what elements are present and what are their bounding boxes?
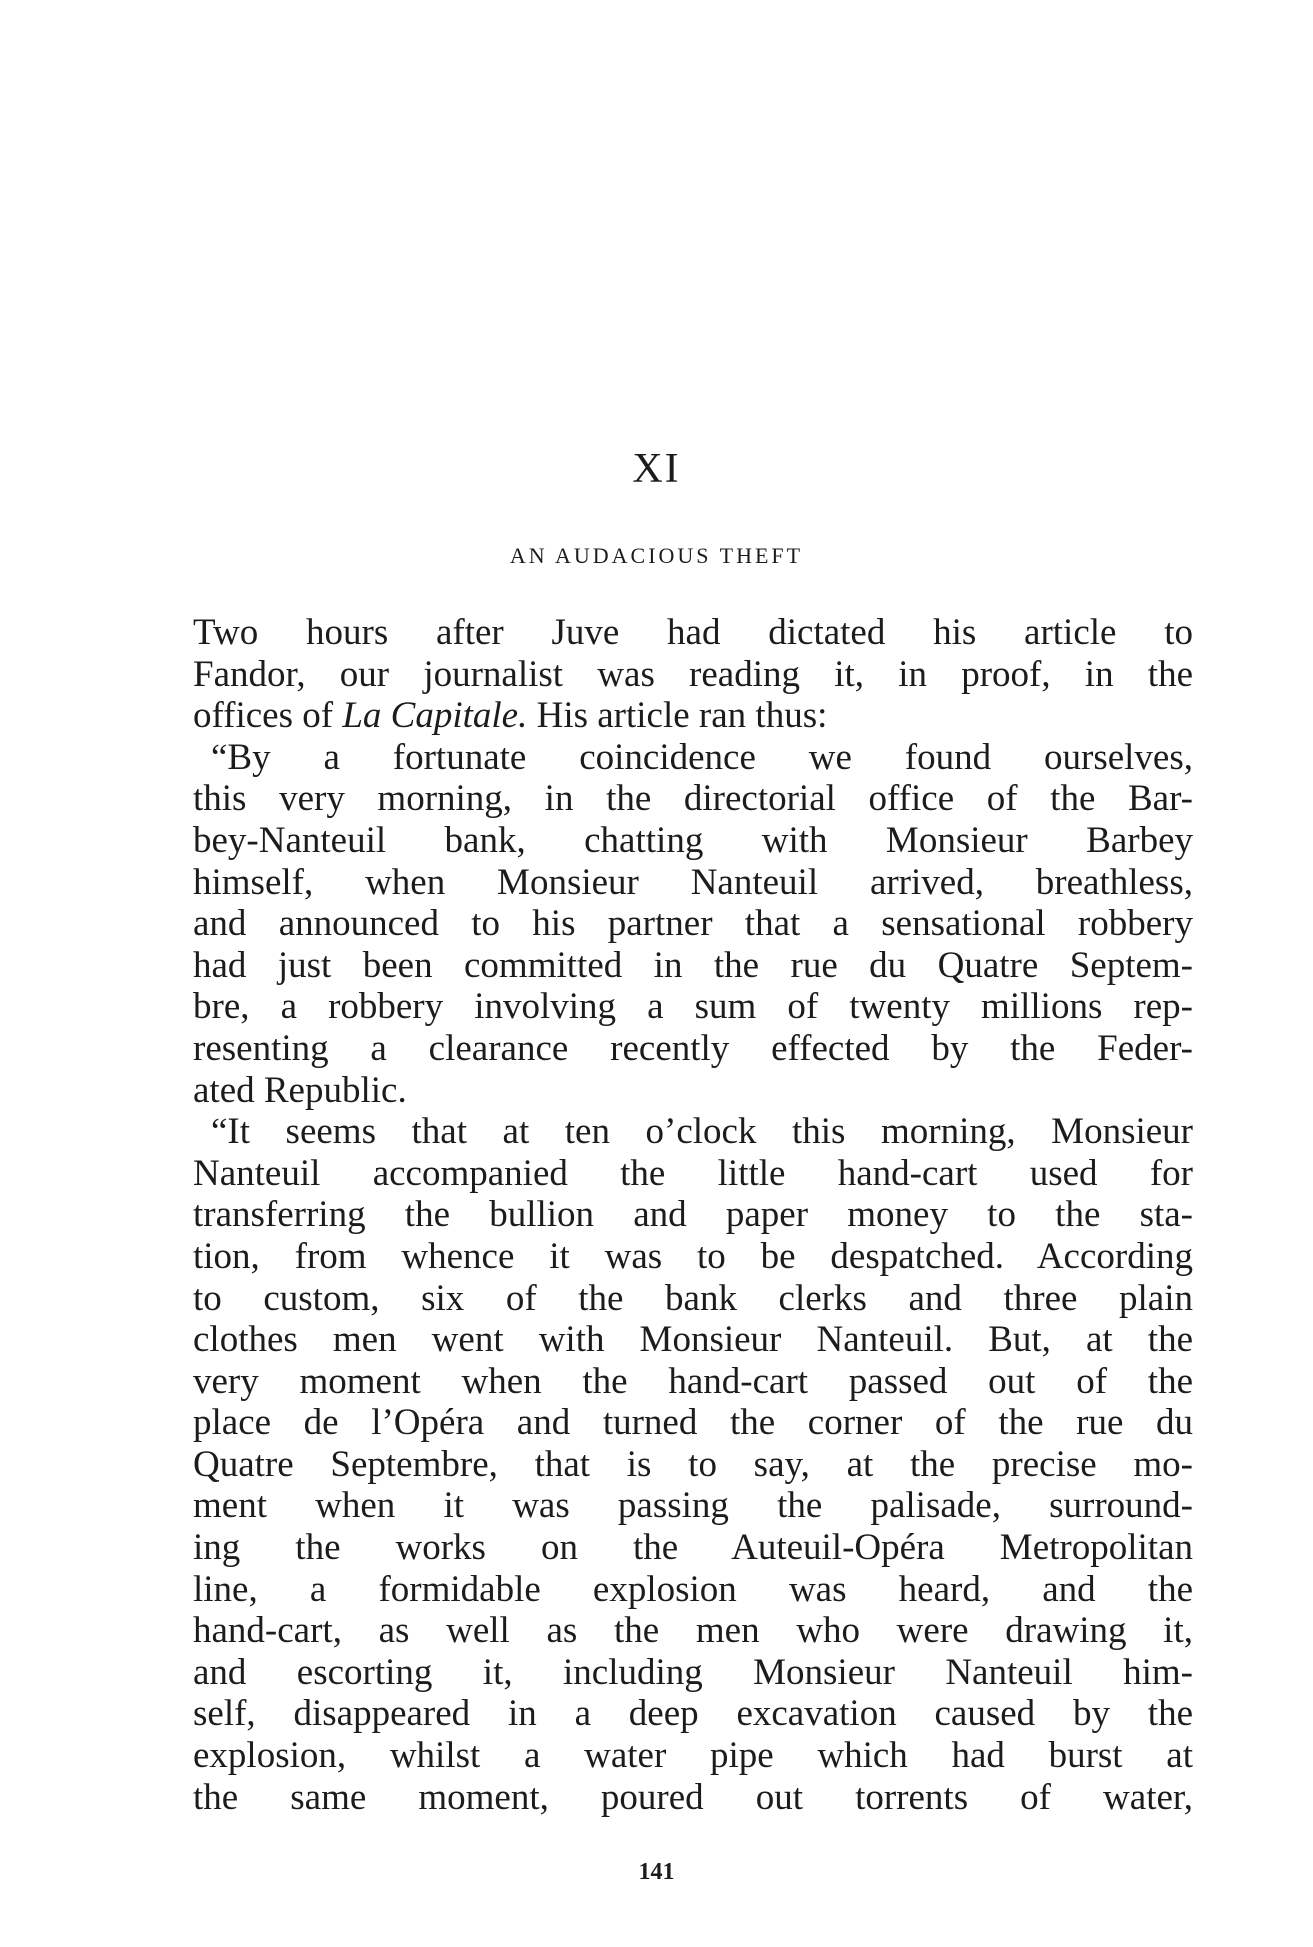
text-line: and escorting it, including Monsieur Nanteuil him- — [193, 1651, 1193, 1693]
text-line: ated Republic. — [193, 1069, 407, 1111]
text-line: ing the works on the Auteuil-Opéra Metropolitan — [193, 1527, 1193, 1569]
text-line: transferring the bullion and paper money to the sta- — [193, 1194, 1193, 1236]
text-line: to custom, six of the bank clerks and three plain — [193, 1277, 1193, 1319]
text-line: Fandor, our journalist was reading it, in proof, in the — [193, 653, 1193, 695]
text-line: very moment when the hand-cart passed out of the — [193, 1360, 1193, 1402]
text-line: self, disappeared in a deep excavation caused by the — [193, 1693, 1193, 1735]
text-line: Quatre Septembre, that is to say, at the precise mo- — [193, 1443, 1193, 1485]
text-line: explosion, whilst a water pipe which had burst at — [193, 1735, 1193, 1777]
body-text — [193, 612, 1193, 1818]
text-line: line, a formidable explosion was heard, and the — [193, 1568, 1193, 1610]
text-line: this very morning, in the directorial office of the Bar- — [193, 778, 1193, 820]
text-line: Nanteuil accompanied the little hand-cart used for — [193, 1152, 1193, 1194]
text-line: the same moment, poured out torrents of water, — [193, 1776, 1193, 1818]
text-line: place de l’Opéra and turned the corner of the rue du — [193, 1402, 1193, 1444]
text-line: bey-Nanteuil bank, chatting with Monsieur Barbey — [193, 819, 1193, 861]
text-line: had just been committed in the rue du Quatre Septem- — [193, 944, 1193, 986]
newspaper-name: La Capitale. — [342, 695, 528, 737]
page-number: 141 — [638, 1859, 675, 1885]
text-line: bre, a robbery involving a sum of twenty millions rep- — [193, 986, 1193, 1028]
text-line-end: His article ran thus: — [527, 695, 828, 737]
chapter-title: AN AUDACIOUS THEFT — [509, 543, 804, 568]
text-line: clothes men went with Monsieur Nanteuil. But, at the — [193, 1319, 1193, 1361]
text-line: himself, when Monsieur Nanteuil arrived, breathless, — [193, 861, 1193, 903]
text-line: hand-cart, as well as the men who were drawing it, — [193, 1610, 1193, 1652]
text-line: resenting a clearance recently effected by the Feder- — [193, 1027, 1193, 1069]
text-line: “It seems that at ten o’clock this morning, Monsieur — [211, 1111, 1193, 1153]
text-line — [193, 695, 1193, 737]
text-line: Two hours after Juve had dictated his article to — [193, 612, 1193, 653]
text-line: “By a fortunate coincidence we found ourselves, — [211, 736, 1193, 778]
chapter-number: XI — [632, 446, 681, 492]
text-line: tion, from whence it was to be despatched. According — [193, 1235, 1193, 1277]
text-line: and announced to his partner that a sensational robbery — [193, 903, 1193, 945]
text-line-start: offices of — [193, 695, 343, 737]
text-line: ment when it was passing the palisade, surround- — [193, 1485, 1193, 1527]
